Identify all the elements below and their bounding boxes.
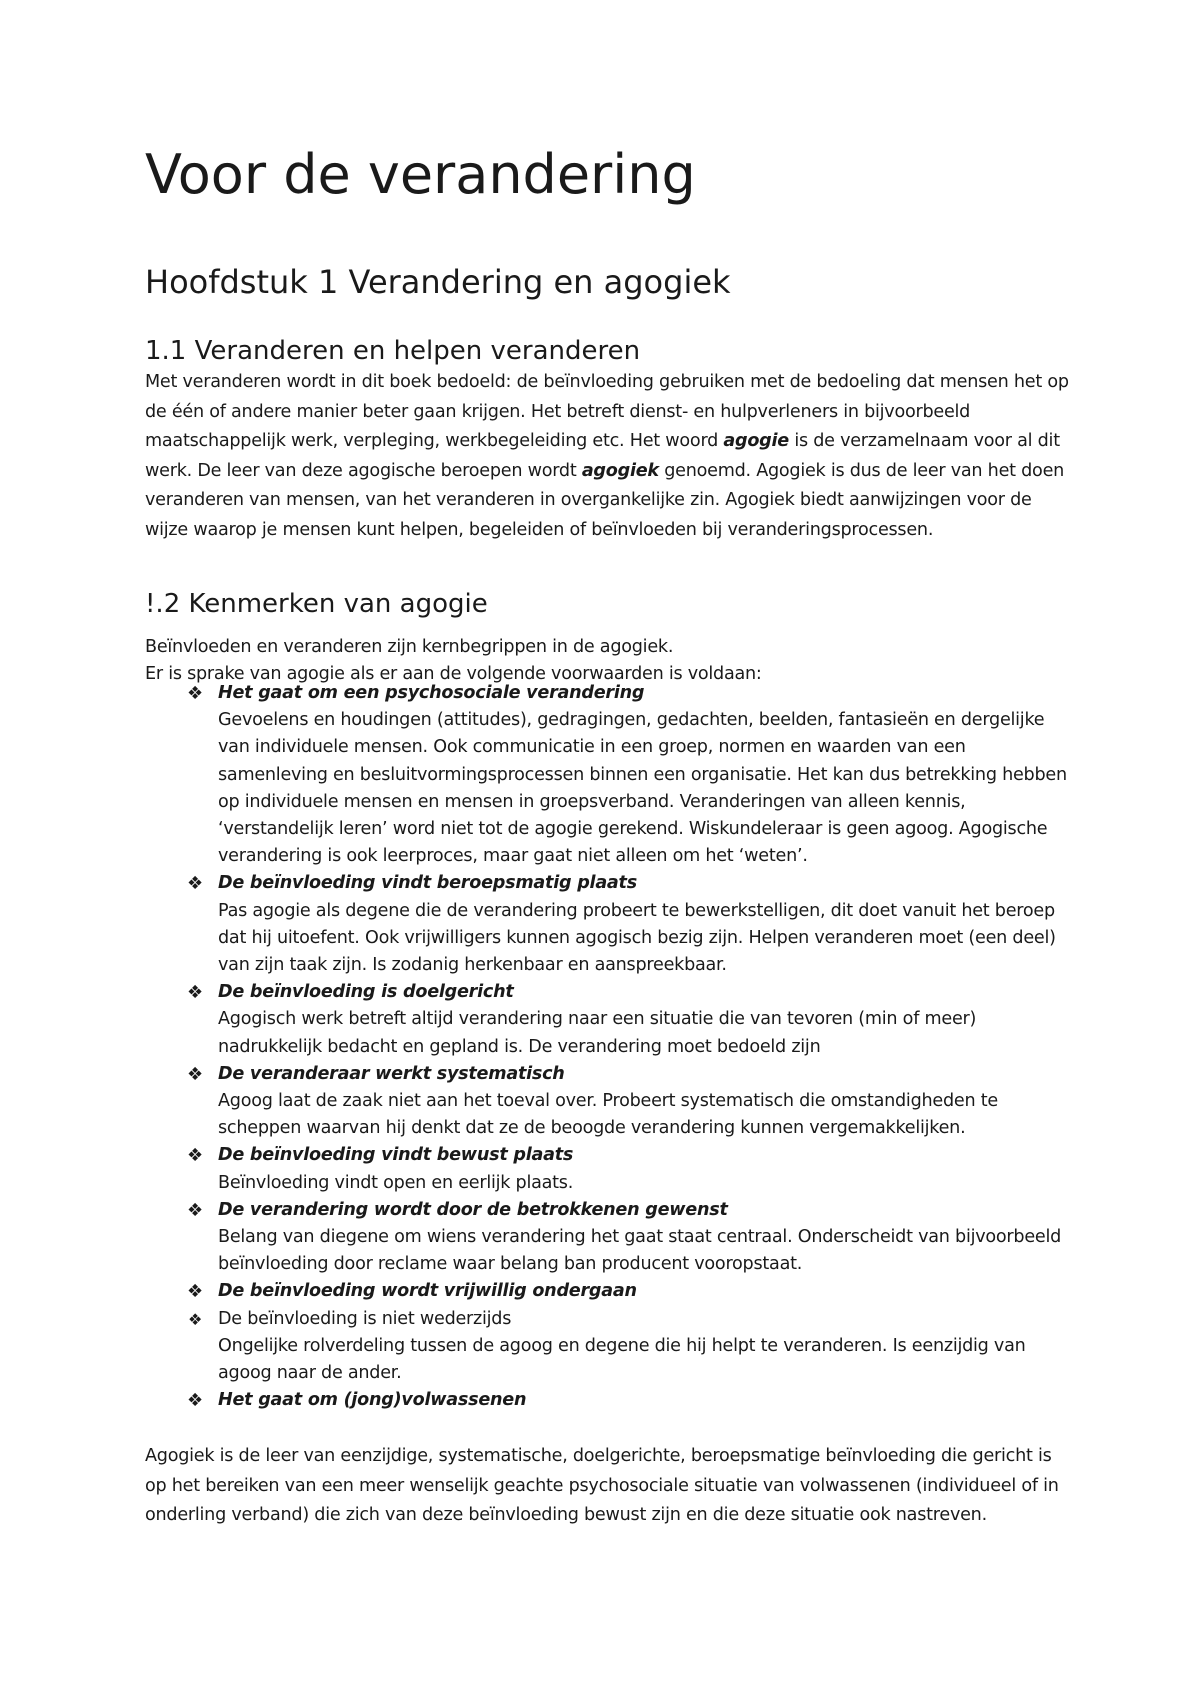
list-item-heading: De beïnvloeding vindt beroepsmatig plaats (218, 873, 637, 894)
paragraph-text: genoemd. Agogiek is dus de leer van het doen veranderen van mensen, van het veranderen in overgankelijke zin. Agogiek biedt aanwijzingen voor de wijze waarop je mensen kunt helpen, begeleiden of beïnvloeden bij veranderingsprocessen. (145, 460, 1065, 540)
diamond-outline-bullet-icon: ❖ (187, 1309, 203, 1329)
list-item-body: Pas agogie als degene die de verandering probeert te bewerkstelligen, dit doet vanuit het beroep dat hij uitoefent. Ook vrijwilligers kunnen agogisch bezig zijn. Helpen veranderen moet (een deel) van zijn taak zijn. Is zodanig herkenbaar en aanspreekbaar. (218, 900, 1056, 976)
paragraph-text: Met veranderen wordt in dit boek bedoeld: de beïnvloeding gebruiken met de bedoeling dat mensen het op de één of andere manier beter gaan krijgen. Het betreft dienst- en hulpverleners in bijvoorbeeld maatschappelijk werk, verpleging, werkbegeleiding etc. Het woord (145, 372, 1069, 451)
term-agogiek: agogiek (581, 460, 659, 481)
conclusion-paragraph: Agogiek is de leer van eenzijdige, systematische, doelgerichte, beroepsmatige beïnvloeding die gericht is op het bereiken van een meer wenselijk geachte psychosociale situatie van volwassenen (individueel of in onderling verband) die zich van deze beïnvloeding bewust zijn en die deze situatie ook nastreven. (145, 1446, 1059, 1525)
diamond-bullet-icon: ❖ (187, 1145, 203, 1167)
term-agogie: agogie (723, 431, 789, 451)
list-item-heading: De beïnvloeding vindt bewust plaats (218, 1145, 574, 1166)
list-item (145, 1387, 1070, 1414)
list-item-body: Gevoelens en houdingen (attitudes), gedragingen, gedachten, beelden, fantasieën en dergelijke van individuele mensen. Ook communicatie in een groep, normen en waarden van een samenleving en besluitvormingsprocessen binnen een organisatie. Het kan dus betrekking hebben op individuele mensen en mensen in groepsverband. Veranderingen van alleen kennis, ‘verstandelijk leren’ word niet tot de agogie gerekend. Wiskundeleraar is geen agoog. Agogische verandering is ook leerproces, maar gaat niet alleen om het ‘weten’. (218, 710, 1067, 867)
diamond-bullet-icon: ❖ (187, 1390, 203, 1412)
diamond-bullet-icon: ❖ (187, 1281, 203, 1303)
list-item (145, 680, 1070, 870)
list-item-heading: De beïnvloeding wordt vrijwillig ondergaan (218, 1281, 637, 1302)
section-heading-1-2: !.2 Kenmerken van agogie (145, 589, 488, 619)
section-1-1-paragraph (145, 368, 1070, 545)
list-item (145, 1061, 1070, 1143)
diamond-bullet-icon: ❖ (187, 683, 203, 704)
list-item-heading: De beïnvloeding is doelgericht (218, 982, 514, 1003)
section-heading-1-1: 1.1 Veranderen en helpen veranderen (145, 336, 641, 366)
list-item (145, 1306, 1070, 1388)
intro-line-2: Er is sprake van agogie als er aan de volgende voorwaarden is voldaan: (145, 664, 762, 684)
list-item-heading: De beïnvloeding is niet wederzijds (218, 1308, 512, 1329)
chapter-heading: Hoofdstuk 1 Verandering en agogiek (145, 263, 731, 301)
diamond-bullet-icon: ❖ (187, 1063, 203, 1085)
diamond-bullet-icon: ❖ (187, 982, 203, 1004)
list-item-body: Ongelijke rolverdeling tussen de agoog en degene die hij helpt te veranderen. Is eenzijdig van agoog naar de ander. (218, 1335, 1026, 1384)
list-item (145, 1197, 1070, 1279)
list-item-heading: Het gaat om (jong)volwassenen (218, 1390, 527, 1411)
list-item-heading: De verandering wordt door de betrokkenen gewenst (218, 1199, 728, 1220)
list-item-body: Belang van diegene om wiens verandering het gaat staat centraal. Onderscheidt van bijvoorbeeld beïnvloeding door reclame waar belang ban producent vooropstaat. (218, 1227, 1062, 1275)
list-item (145, 1142, 1070, 1196)
list-item (145, 1278, 1070, 1305)
intro-line-1: Beïnvloeden en veranderen zijn kernbegrippen in de agogiek. (145, 637, 674, 657)
list-item-body: Beïnvloeding vindt open en eerlijk plaats. (218, 1172, 574, 1193)
list-item-heading: Het gaat om een psychosociale verandering (218, 683, 645, 703)
list-item (145, 979, 1070, 1061)
diamond-bullet-icon: ❖ (187, 1199, 203, 1221)
list-item-body: Agoog laat de zaak niet aan het toeval over. Probeert systematisch die omstandigheden te scheppen waarvan hij denkt dat ze de beoogde verandering kunnen vergemakkelijken. (218, 1091, 998, 1139)
list-item-heading: De veranderaar werkt systematisch (218, 1063, 565, 1084)
list-item (145, 870, 1070, 979)
document-title: Voor de verandering (145, 143, 696, 206)
list-item-body: Agogisch werk betreft altijd verandering naar een situatie die van tevoren (min of meer) nadrukkelijk bedacht en gepland is. De verandering moet bedoeld zijn (218, 1009, 977, 1057)
criteria-list (145, 680, 1070, 1414)
diamond-bullet-icon: ❖ (187, 873, 203, 895)
paragraph-text: is de verzamelnaam voor al dit werk. De leer van deze agogische beroepen wordt (145, 431, 1060, 481)
